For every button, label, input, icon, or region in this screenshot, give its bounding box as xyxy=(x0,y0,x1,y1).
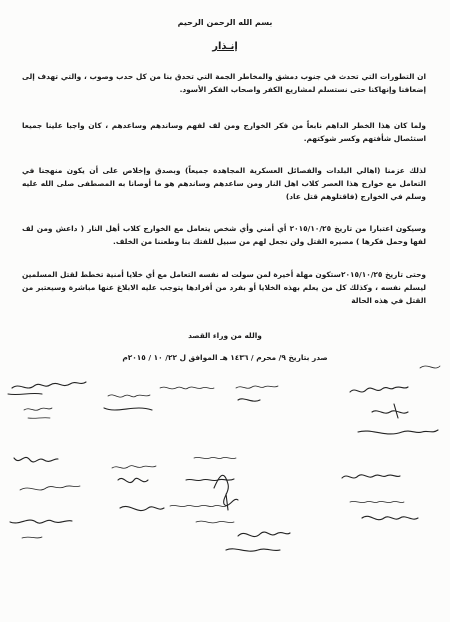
paragraph-4: وسيكون اعتبارا من تاريخ ٢٠١٥/١٠/٢٥ أي أمني وأي شخص يتعامل مع الخوارج كلاب أهل النار ( داعش ومن لف لفها وحمل فكرها ) مصيره القتل ولن نجعل لهم من سبيل للفتك بنا وطعننا من الخلف. xyxy=(22,224,426,246)
handwritten-signature xyxy=(108,395,150,397)
paragraph-2: ولما كان هذا الخطر الداهم نابعاً من فكر الخوارج ومن لف لفهم وساندهم وساعدهم ، كان واجبا علينا جميعا استئصال شأفتهم وكسر شوكتهم. xyxy=(22,121,426,143)
handwritten-signature xyxy=(10,520,72,523)
handwritten-signature xyxy=(226,549,280,551)
handwritten-signature xyxy=(196,521,234,523)
handwritten-signature xyxy=(342,475,400,478)
paragraph-5: وحتى تاريخ ٢٠١٥/١٠/٢٥ستكون مهلة أخيرة لمن سولت له نفسه التعامل مع أي خلايا أمنية تخطط لقتل المسلمين ليسلم نفسه ، وكذلك كل من يعلم بهذه الخلايا أو بفرد من أفرادها يتوجب عليه الابلاغ عنها مباشرة وسيعتبر من القتل في هذه الحالة xyxy=(22,270,426,305)
handwritten-signature xyxy=(350,501,404,502)
handwritten-signature xyxy=(118,478,148,482)
handwritten-signature xyxy=(238,399,260,401)
handwritten-signature xyxy=(160,387,214,389)
paragraph-3: لذلك عزمنا (اهالي البلدات والفصائل العسكرية المجاهدة جميعاً) وبصدق وإخلاص على أن يكون منهجنا في التعامل مع خوارج هذا العصر كلاب اهل النار ومن ساعدهم وساندهم هو ما أوصانا به المصطفى صلى الله عليه وسلم في الخوارج (فاقتلوهم قتل عاد) xyxy=(22,166,426,201)
handwritten-signature xyxy=(194,457,236,458)
handwritten-signature xyxy=(420,366,440,368)
handwritten-signature xyxy=(22,537,42,538)
handwritten-signature xyxy=(112,466,156,469)
handwritten-signature xyxy=(236,386,278,388)
handwritten-signature xyxy=(24,408,52,418)
closing-line: والله من وراء القصد xyxy=(188,331,262,340)
handwritten-signature xyxy=(214,475,238,510)
handwritten-signature xyxy=(238,532,290,537)
basmala: بسم الله الرحمن الرحيم xyxy=(177,18,273,27)
signatures-area xyxy=(0,360,450,622)
handwritten-signature xyxy=(120,506,164,510)
document-title: إنـذار xyxy=(212,41,238,52)
handwritten-signature xyxy=(372,404,408,418)
handwritten-signature xyxy=(358,430,438,434)
handwritten-signature xyxy=(8,382,86,395)
issue-date-line: صدر بتاريخ ٩/ محرم / ١٤٣٦ هـ الموافق ل ٢٢/ ١٠ / ٢٠١٥م xyxy=(122,353,328,362)
handwritten-signature xyxy=(170,505,226,506)
handwritten-signature xyxy=(104,408,152,410)
handwritten-signature xyxy=(362,516,418,519)
handwritten-signature xyxy=(14,457,58,462)
handwritten-signature xyxy=(20,486,80,490)
paragraph-1: ان التطورات التي تحدث في جنوب دمشق والمخاطر الجمة التي تحدق بنا من كل حدب وصوب ، والتي تهدف إلى إضعافنا وإنهاكنا حتى نستسلم لمشاريع الكفر واصحاب الفكر الأسود. xyxy=(22,72,426,94)
handwritten-signature xyxy=(350,387,408,392)
